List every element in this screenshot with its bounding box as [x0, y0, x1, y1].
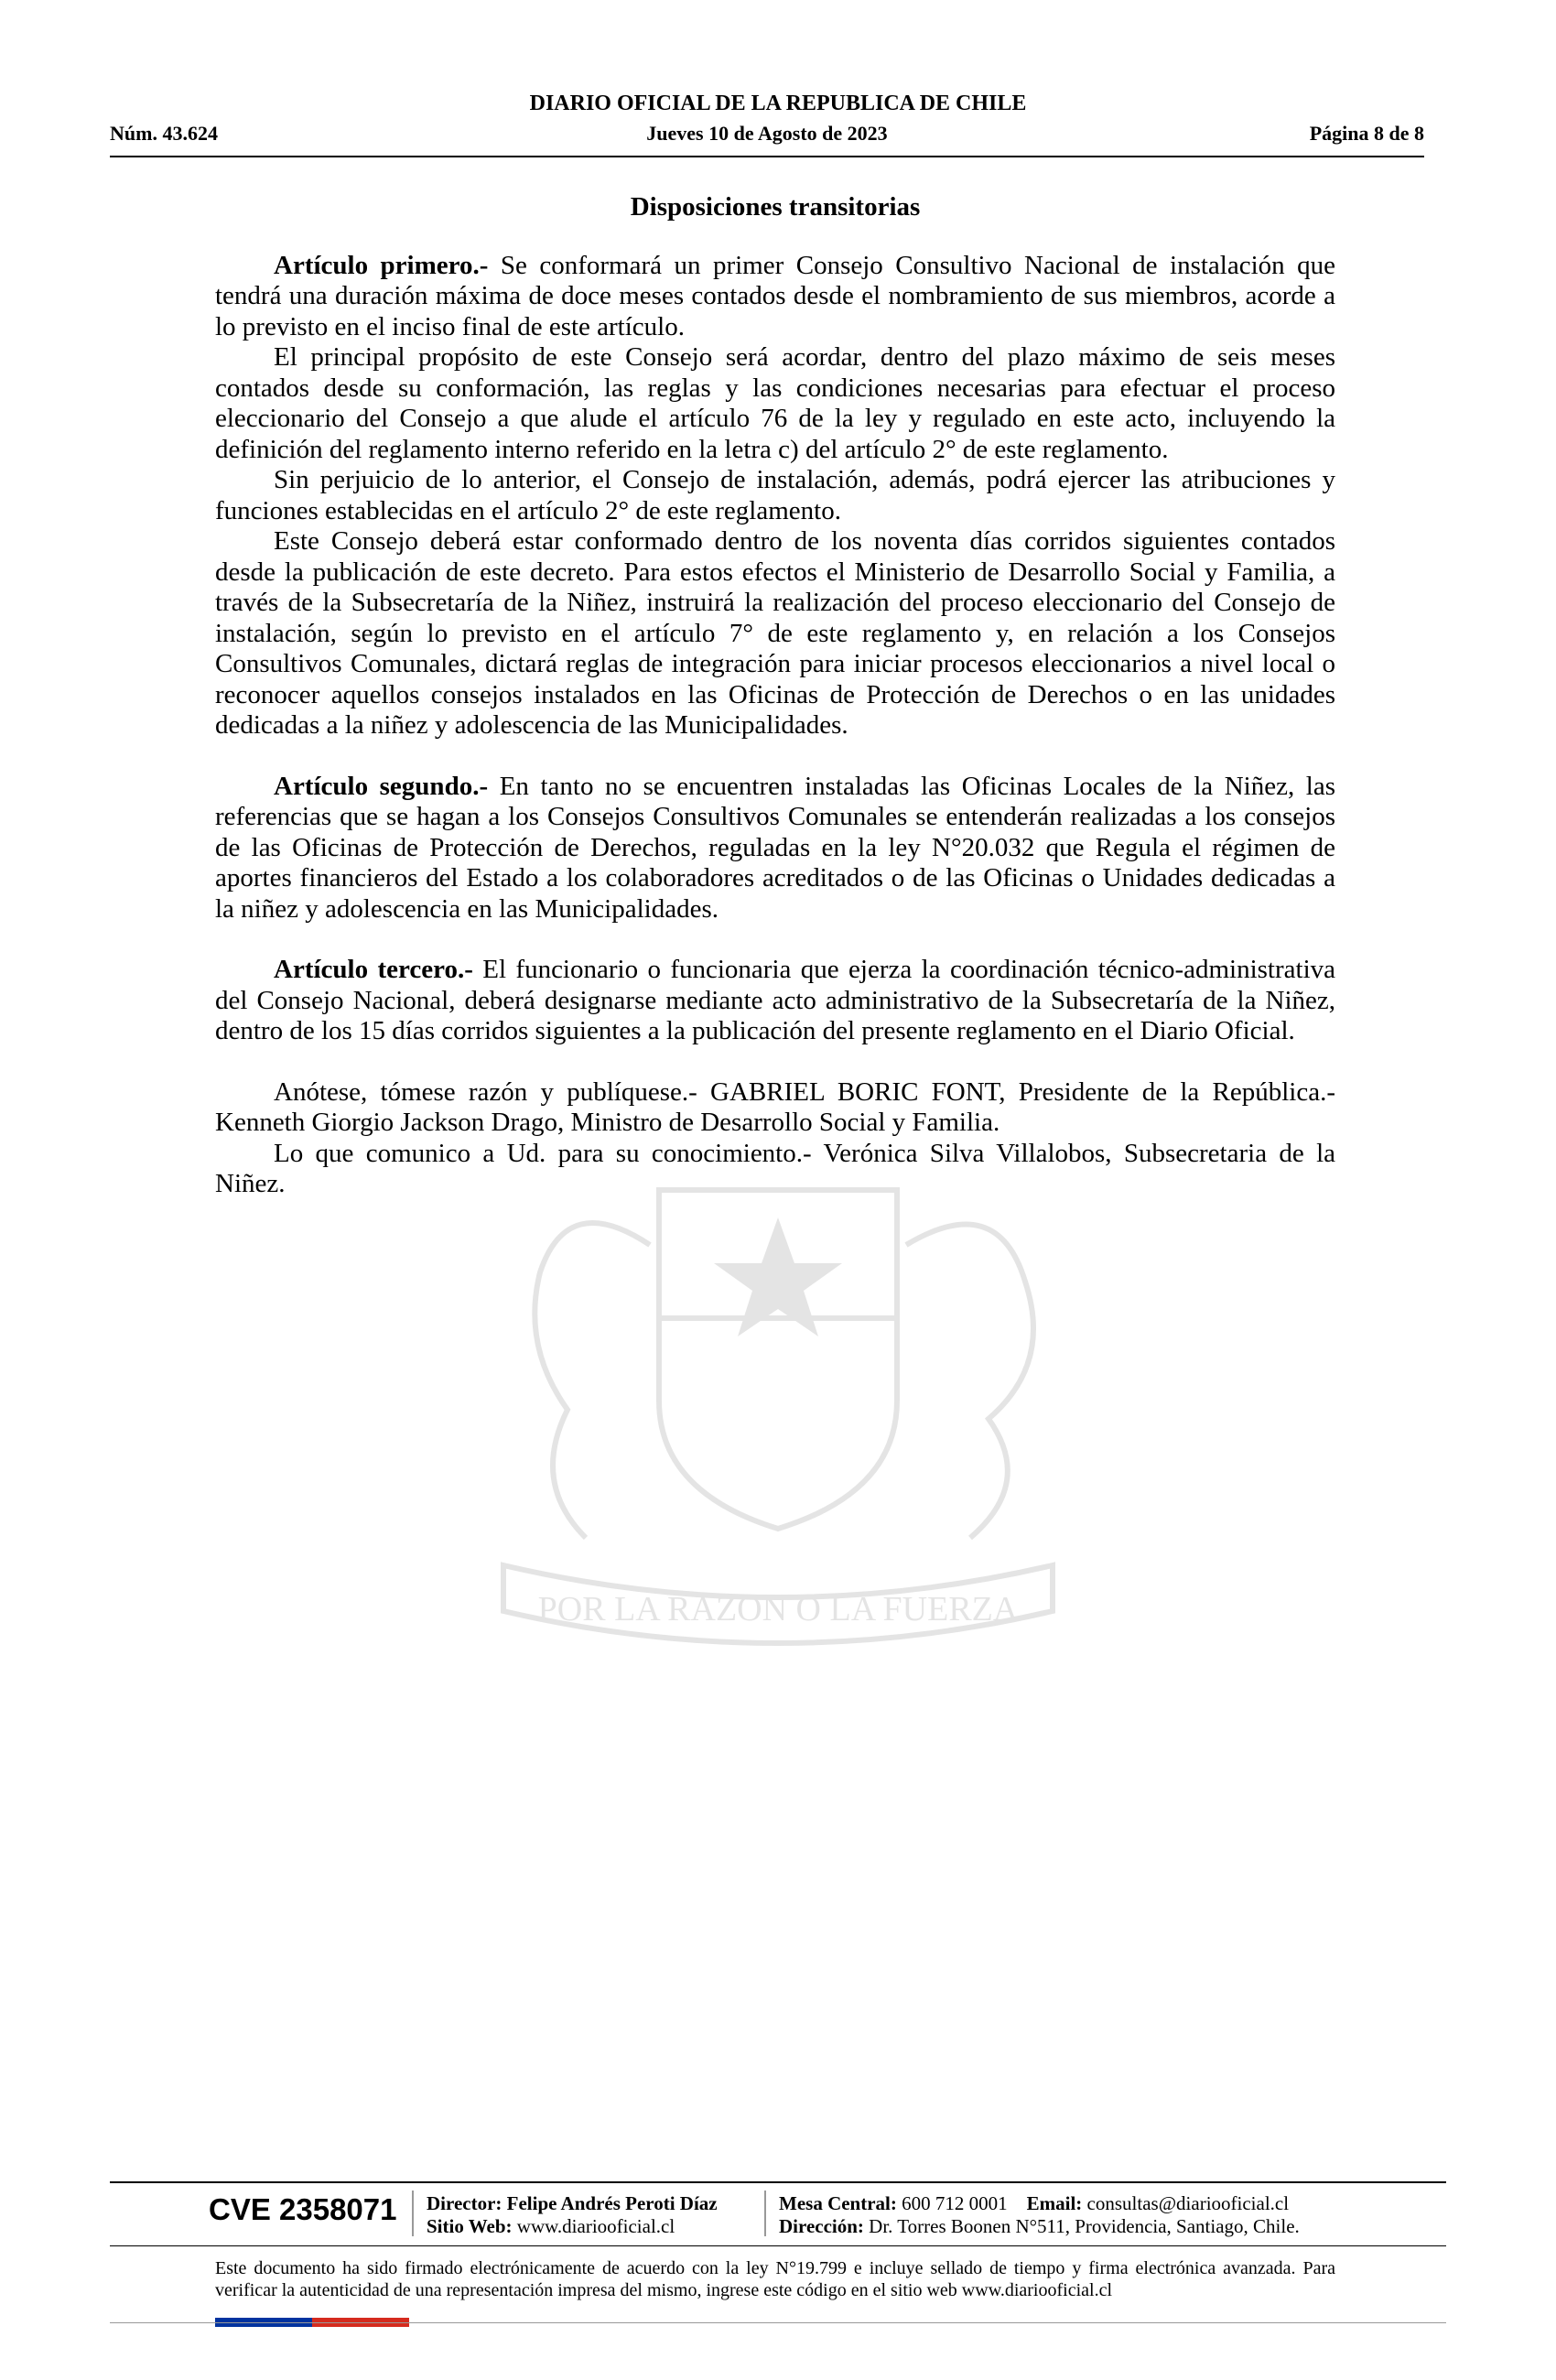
- electronic-signature-notice: Este documento ha sido firmado electrónicamente de acuerdo con la ley N°19.799 e incluye sellado de tiempo y firma electrónica avanzada. Para verificar la autenticidad de una representación impresa del mismo, ingrese este código en el sitio web www.diariooficial.cl: [215, 2258, 1335, 2300]
- document-body: [215, 192, 1335, 1200]
- issue-date: Jueves 10 de Agosto de 2023: [646, 122, 888, 145]
- email-label: Email:: [1026, 2192, 1083, 2214]
- header-row: [110, 122, 1424, 146]
- page-number: Página 8 de 8: [1309, 122, 1424, 145]
- closing-paragraph: Lo que comunico a Ud. para su conocimiento.- Verónica Silva Villalobos, Subsecretaria de la Niñez.: [215, 1138, 1335, 1198]
- paragraph-articulo-segundo: [215, 772, 1335, 925]
- address-text: Dr. Torres Boonen N°511, Providencia, Santiago, Chile.: [869, 2215, 1300, 2237]
- paragraph-articulo-tercero: [215, 955, 1335, 1047]
- paragraph-text: El funcionario o funcionaria que ejerza la coordinación técnico-administrativa del Consejo Nacional, deberá designarse mediante acto administrativo de la Subsecretaría de la Niñez, dentro de los 15 días corridos siguientes a la publicación del presente reglamento en el Diario Oficial.: [215, 955, 1335, 1045]
- web-link[interactable]: www.diariooficial.cl: [516, 2215, 675, 2237]
- paragraph: El principal propósito de este Consejo será acordar, dentro del plazo máximo de seis meses contados desde su conformación, las reglas y las condiciones necesarias para efectuar el proceso eleccionario del Consejo a que alude el artículo 76 de la ley y regulado en este acto, incluyendo la definición del reglamento interno referido en la letra c) del artículo 2° de este reglamento.: [215, 342, 1335, 464]
- address-label: Dirección:: [779, 2215, 864, 2237]
- footer-divider-top: [110, 2181, 1446, 2183]
- coat-of-arms-watermark: [430, 1135, 1126, 1684]
- article-label: Artículo tercero.-: [274, 955, 473, 984]
- gazette-title: DIARIO OFICIAL DE LA REPUBLICA DE CHILE: [529, 92, 1027, 115]
- paragraph: Este Consejo deberá estar conformado dentro de los noventa días corridos siguientes contados desde la publicación de este decreto. Para estos efectos el Ministerio de Desarrollo Social y Familia, a través de la Subsecretaría de la Niñez, instruirá la realización del proceso eleccionario del Consejo de instalación, según lo previsto en el artículo 7° de este reglamento y, en relación a los Consejos Consultivos Comunales, dictará reglas de integración para iniciar procesos eleccionarios a nivel local o reconocer aquellos consejos instalados en las Oficinas de Protección de Derechos o en las unidades dedicadas a la niñez y adolescencia de las Municipalidades.: [215, 526, 1335, 740]
- paragraph-text: Se conformará un primer Consejo Consultivo Nacional de instalación que tendrá una duración máxima de doce meses contados desde el nombramiento de sus miembros, acorde a lo previsto en el inciso final de este artículo.: [215, 250, 1335, 341]
- article-label: Artículo primero.-: [274, 250, 489, 280]
- footer-separator: [764, 2191, 766, 2236]
- mesa-phone: 600 712 0001: [902, 2192, 1008, 2214]
- footer-separator: [412, 2191, 414, 2236]
- paragraph-text: En tanto no se encuentren instaladas las Oficinas Locales de la Niñez, las referencias que se hagan a los Consejos Consultivos Comunales se entenderán realizadas a los consejos de las Oficinas de Protección de Derechos, reguladas en la ley N°20.032 que Regula el régimen de aportes financieros del Estado a los colaboradores acreditados o de las Oficinas o Unidades dedicadas a la niñez y adolescencia en las Municipalidades.: [215, 771, 1336, 924]
- issue-number: Núm. 43.624: [110, 122, 218, 145]
- footer-divider-bottom: [110, 2322, 1446, 2323]
- cve-code: CVE 2358071: [209, 2192, 397, 2226]
- director-label: Director:: [427, 2192, 502, 2214]
- header-divider: [110, 156, 1424, 157]
- condor-figure: [906, 1225, 1033, 1539]
- footer-director-block: [427, 2192, 718, 2238]
- mesa-label: Mesa Central:: [779, 2192, 897, 2214]
- footer-contact-block: [779, 2192, 1300, 2238]
- huemul-figure: [535, 1223, 650, 1538]
- footer-divider-middle: [110, 2245, 1446, 2246]
- article-label: Artículo segundo.-: [274, 771, 489, 801]
- section-title: Disposiciones transitorias: [630, 192, 921, 222]
- paragraph: Sin perjuicio de lo anterior, el Consejo de instalación, además, podrá ejercer las atribuciones y funciones establecidas en el artículo 2° de este reglamento.: [215, 465, 1335, 525]
- email-link[interactable]: consultas@diariooficial.cl: [1086, 2192, 1290, 2214]
- signature-paragraph: Anótese, tómese razón y publíquese.- GABRIEL BORIC FONT, Presidente de la República.- Kenneth Giorgio Jackson Drago, Ministro de Desarrollo Social y Familia.: [215, 1076, 1335, 1137]
- paragraph-articulo-primero: [215, 251, 1335, 343]
- director-name: Felipe Andrés Peroti Díaz: [506, 2192, 718, 2214]
- motto-text: POR LA RAZON O LA FUERZA: [537, 1590, 1019, 1628]
- web-label: Sitio Web:: [427, 2215, 513, 2237]
